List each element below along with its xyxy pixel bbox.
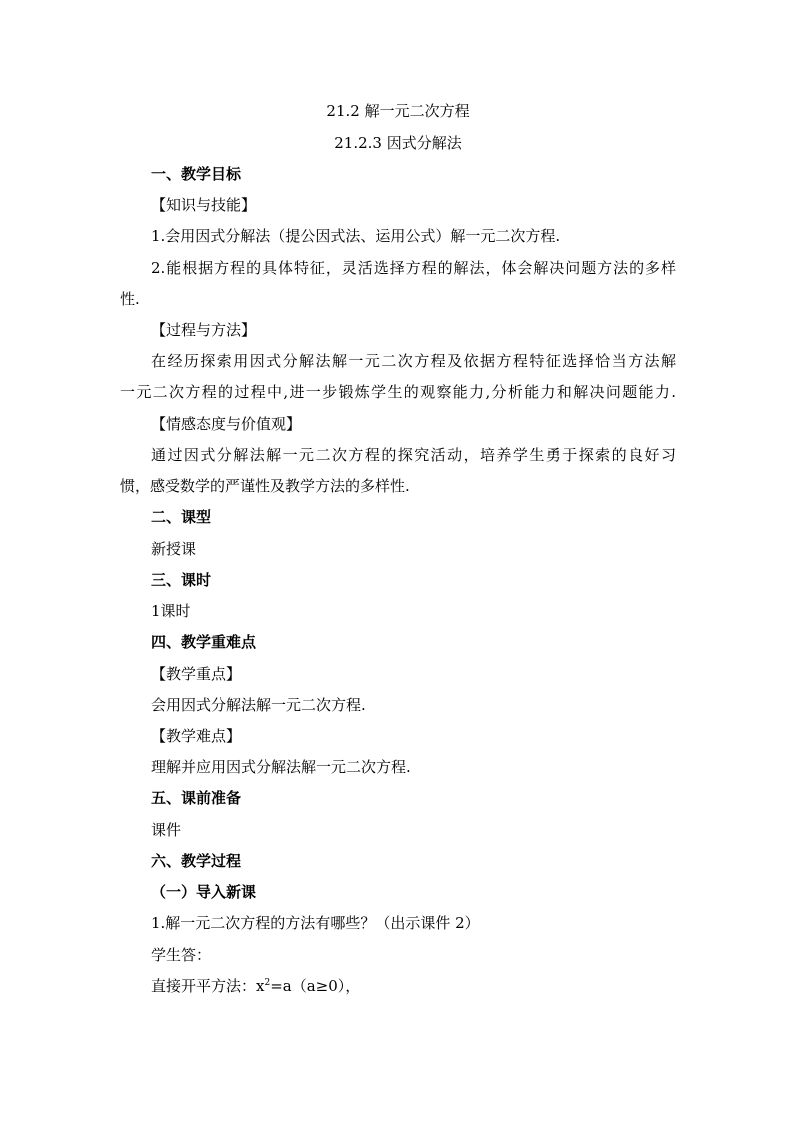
label-emotion-values: 【情感态度与价值观】 <box>151 415 302 433</box>
section-heading-preparation: 五、课前准备 <box>151 789 242 807</box>
doc-subtitle: 21.2.3 因式分解法 <box>334 134 462 152</box>
doc-title: 21.2 解一元二次方程 <box>326 102 470 120</box>
section-heading-lesson-type: 二、课型 <box>151 508 212 526</box>
subsection-intro: （一）导入新课 <box>151 883 257 901</box>
goal-emotion-line1: 通过因式分解法解一元二次方程的探究活动，培养学生勇于探索的良好习 <box>151 446 676 464</box>
method-square-root <box>120 976 676 996</box>
key-points-text: 会用因式分解法解一元二次方程. <box>151 696 366 714</box>
student-answer-label: 学生答： <box>151 946 212 964</box>
section-heading-process: 六、教学过程 <box>151 852 242 870</box>
method-prefix: 直接开平方法：x <box>151 977 265 995</box>
goal-knowledge-1: 1.会用因式分解法（提公因式法、运用公式）解一元二次方程. <box>151 227 561 245</box>
goal-process-line2: 一元二次方程的过程中,进一步锻炼学生的观察能力,分析能力和解决问题能力. <box>120 383 676 401</box>
goal-process-line1: 在经历探索用因式分解法解一元二次方程及依据方程特征选择恰当方法解 <box>151 352 676 370</box>
label-difficult-points: 【教学难点】 <box>151 727 242 745</box>
method-exponent: 2 <box>264 978 271 988</box>
goal-knowledge-2-line1: 2.能根据方程的具体特征，灵活选择方程的解法，体会解决问题方法的多样 <box>151 259 676 277</box>
question-1: 1.解一元二次方程的方法有哪些？（出示课件 2） <box>151 914 480 932</box>
preparation-text: 课件 <box>151 821 182 839</box>
section-heading-goals: 一、教学目标 <box>151 165 242 183</box>
lesson-type-text: 新授课 <box>151 540 197 558</box>
label-key-points: 【教学重点】 <box>151 665 242 683</box>
section-heading-periods: 三、课时 <box>151 571 212 589</box>
goal-knowledge-2-line2: 性. <box>120 290 140 308</box>
difficult-points-text: 理解并应用因式分解法解一元二次方程. <box>151 758 411 776</box>
method-suffix: =a（a≥0）， <box>270 977 361 995</box>
label-process-method: 【过程与方法】 <box>151 321 257 339</box>
goal-emotion-line2: 惯，感受数学的严谨性及教学方法的多样性. <box>120 477 410 495</box>
periods-text: 1课时 <box>151 602 191 620</box>
section-heading-key-difficult: 四、教学重难点 <box>151 633 257 651</box>
label-knowledge-skills: 【知识与技能】 <box>151 196 257 214</box>
